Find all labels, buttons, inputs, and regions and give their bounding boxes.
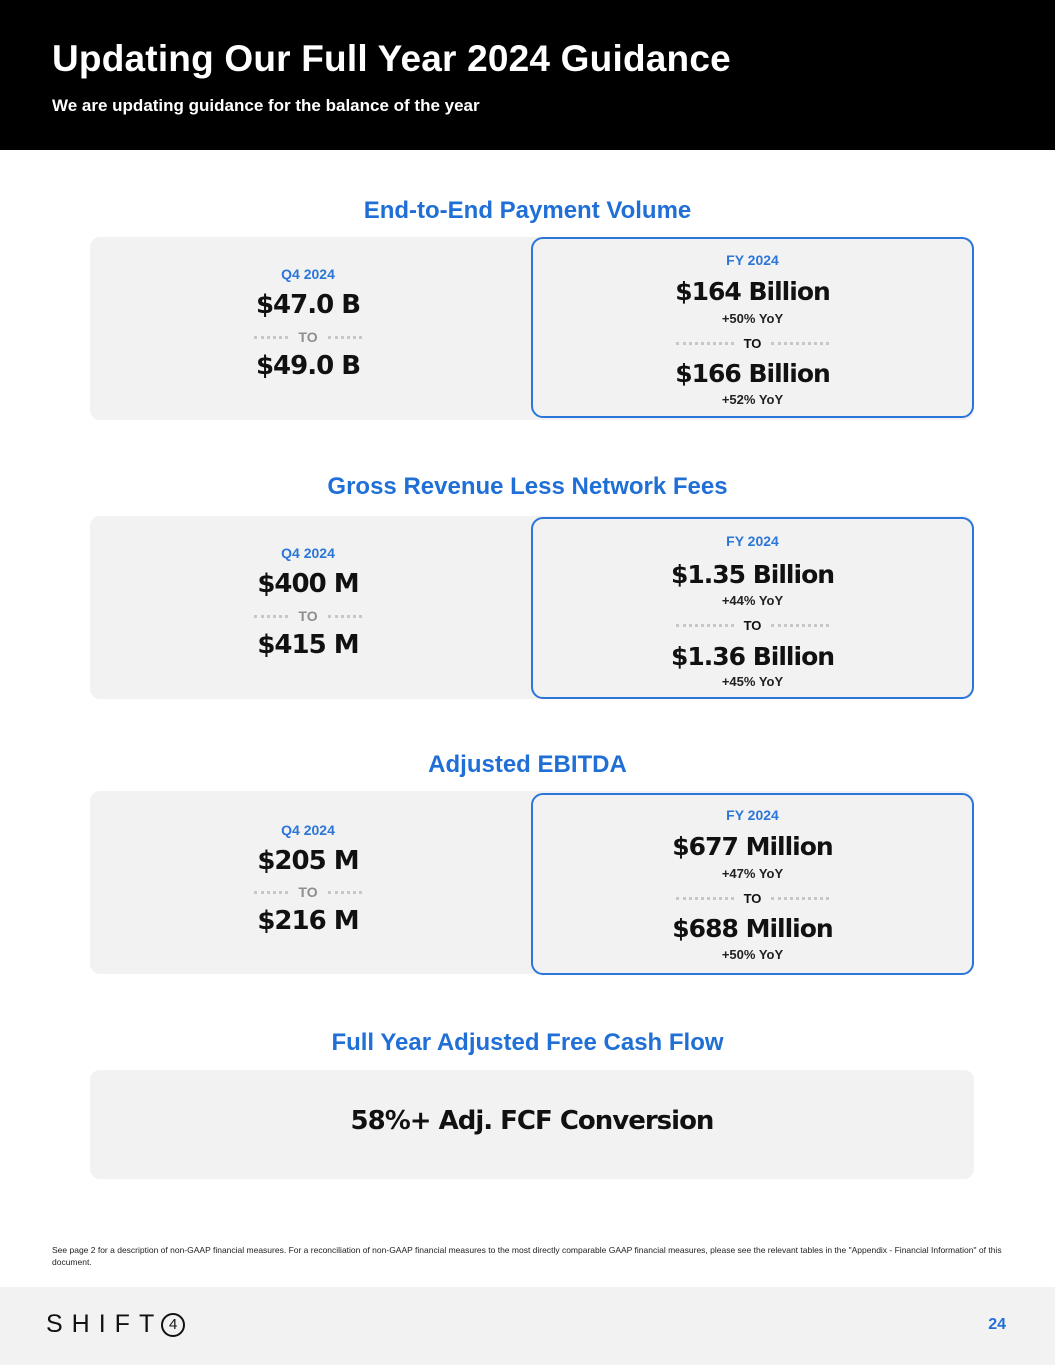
section-title-adjusted-ebitda: Adjusted EBITDA [428, 751, 627, 778]
page-title: Updating Our Full Year 2024 Guidance [52, 38, 731, 79]
fy-high-yoy: +52% YoY [721, 392, 784, 407]
section-title-payment-volume: End-to-End Payment Volume [363, 197, 692, 224]
fy-low-yoy: +44% YoY [721, 593, 784, 608]
fy-range-separator [533, 618, 972, 633]
fy-range-separator [533, 891, 972, 906]
gross-revenue-fy-card [531, 517, 974, 699]
to-label: TO [298, 329, 318, 345]
q4-range-separator [90, 884, 526, 900]
fy-high-yoy: +50% YoY [721, 947, 784, 962]
fy-high-value: $166 Billion [675, 359, 830, 388]
q4-range-separator [90, 608, 526, 624]
to-label: TO [743, 336, 762, 351]
fy-range-separator [533, 336, 972, 351]
fy-low-yoy: +50% YoY [721, 311, 784, 326]
fy-high-value: $688 Million [672, 914, 833, 943]
section-title-gross-revenue: Gross Revenue Less Network Fees [327, 473, 728, 500]
q4-range-separator [90, 329, 526, 345]
footnote: See page 2 for a description of non-GAAP financial measures. For a reconciliation of non-GAAP financial measures to the most directly comparable GAAP financial measures, please see the relevant tables in the "Appendix - Financial Information" of this document. [52, 1245, 1002, 1267]
logo-wordmark: SHIFT [46, 1310, 164, 1338]
fy-low-value: $164 Billion [675, 277, 830, 306]
fy-high-value: $1.36 Billion [670, 642, 835, 671]
q4-low-value: $47.0 B [255, 290, 361, 320]
fy-low-yoy: +47% YoY [721, 866, 784, 881]
fy-high-yoy: +45% YoY [721, 674, 784, 689]
shift4-logo [46, 1310, 185, 1339]
q4-period-label: Q4 2024 [281, 545, 335, 561]
q4-low-value: $205 M [257, 846, 359, 876]
fy-period-label: FY 2024 [726, 533, 779, 549]
page-subtitle: We are updating guidance for the balance of the year [52, 96, 480, 115]
fy-period-label: FY 2024 [726, 252, 779, 268]
fcf-conversion-value: 58%+ Adj. FCF Conversion [350, 1106, 714, 1136]
q4-low-value: $400 M [257, 569, 359, 599]
section-title-free-cash-flow: Full Year Adjusted Free Cash Flow [331, 1029, 724, 1056]
payment-volume-fy-card [531, 237, 974, 418]
q4-period-label: Q4 2024 [281, 266, 335, 282]
q4-period-label: Q4 2024 [281, 822, 335, 838]
fy-low-value: $1.35 Billion [670, 560, 835, 589]
fy-period-label: FY 2024 [726, 807, 779, 823]
to-label: TO [743, 618, 762, 633]
to-label: TO [298, 608, 318, 624]
adjusted-ebitda-fy-card [531, 793, 974, 975]
to-label: TO [743, 891, 762, 906]
fy-low-value: $677 Million [672, 832, 833, 861]
logo-circle-four-icon: 4 [161, 1313, 185, 1337]
header-bar [0, 0, 1055, 150]
q4-high-value: $49.0 B [255, 351, 361, 381]
page-number: 24 [988, 1316, 1006, 1333]
to-label: TO [298, 884, 318, 900]
footer-bar [0, 1287, 1055, 1365]
q4-high-value: $216 M [257, 906, 359, 936]
q4-high-value: $415 M [257, 630, 359, 660]
free-cash-flow-panel [90, 1070, 974, 1179]
